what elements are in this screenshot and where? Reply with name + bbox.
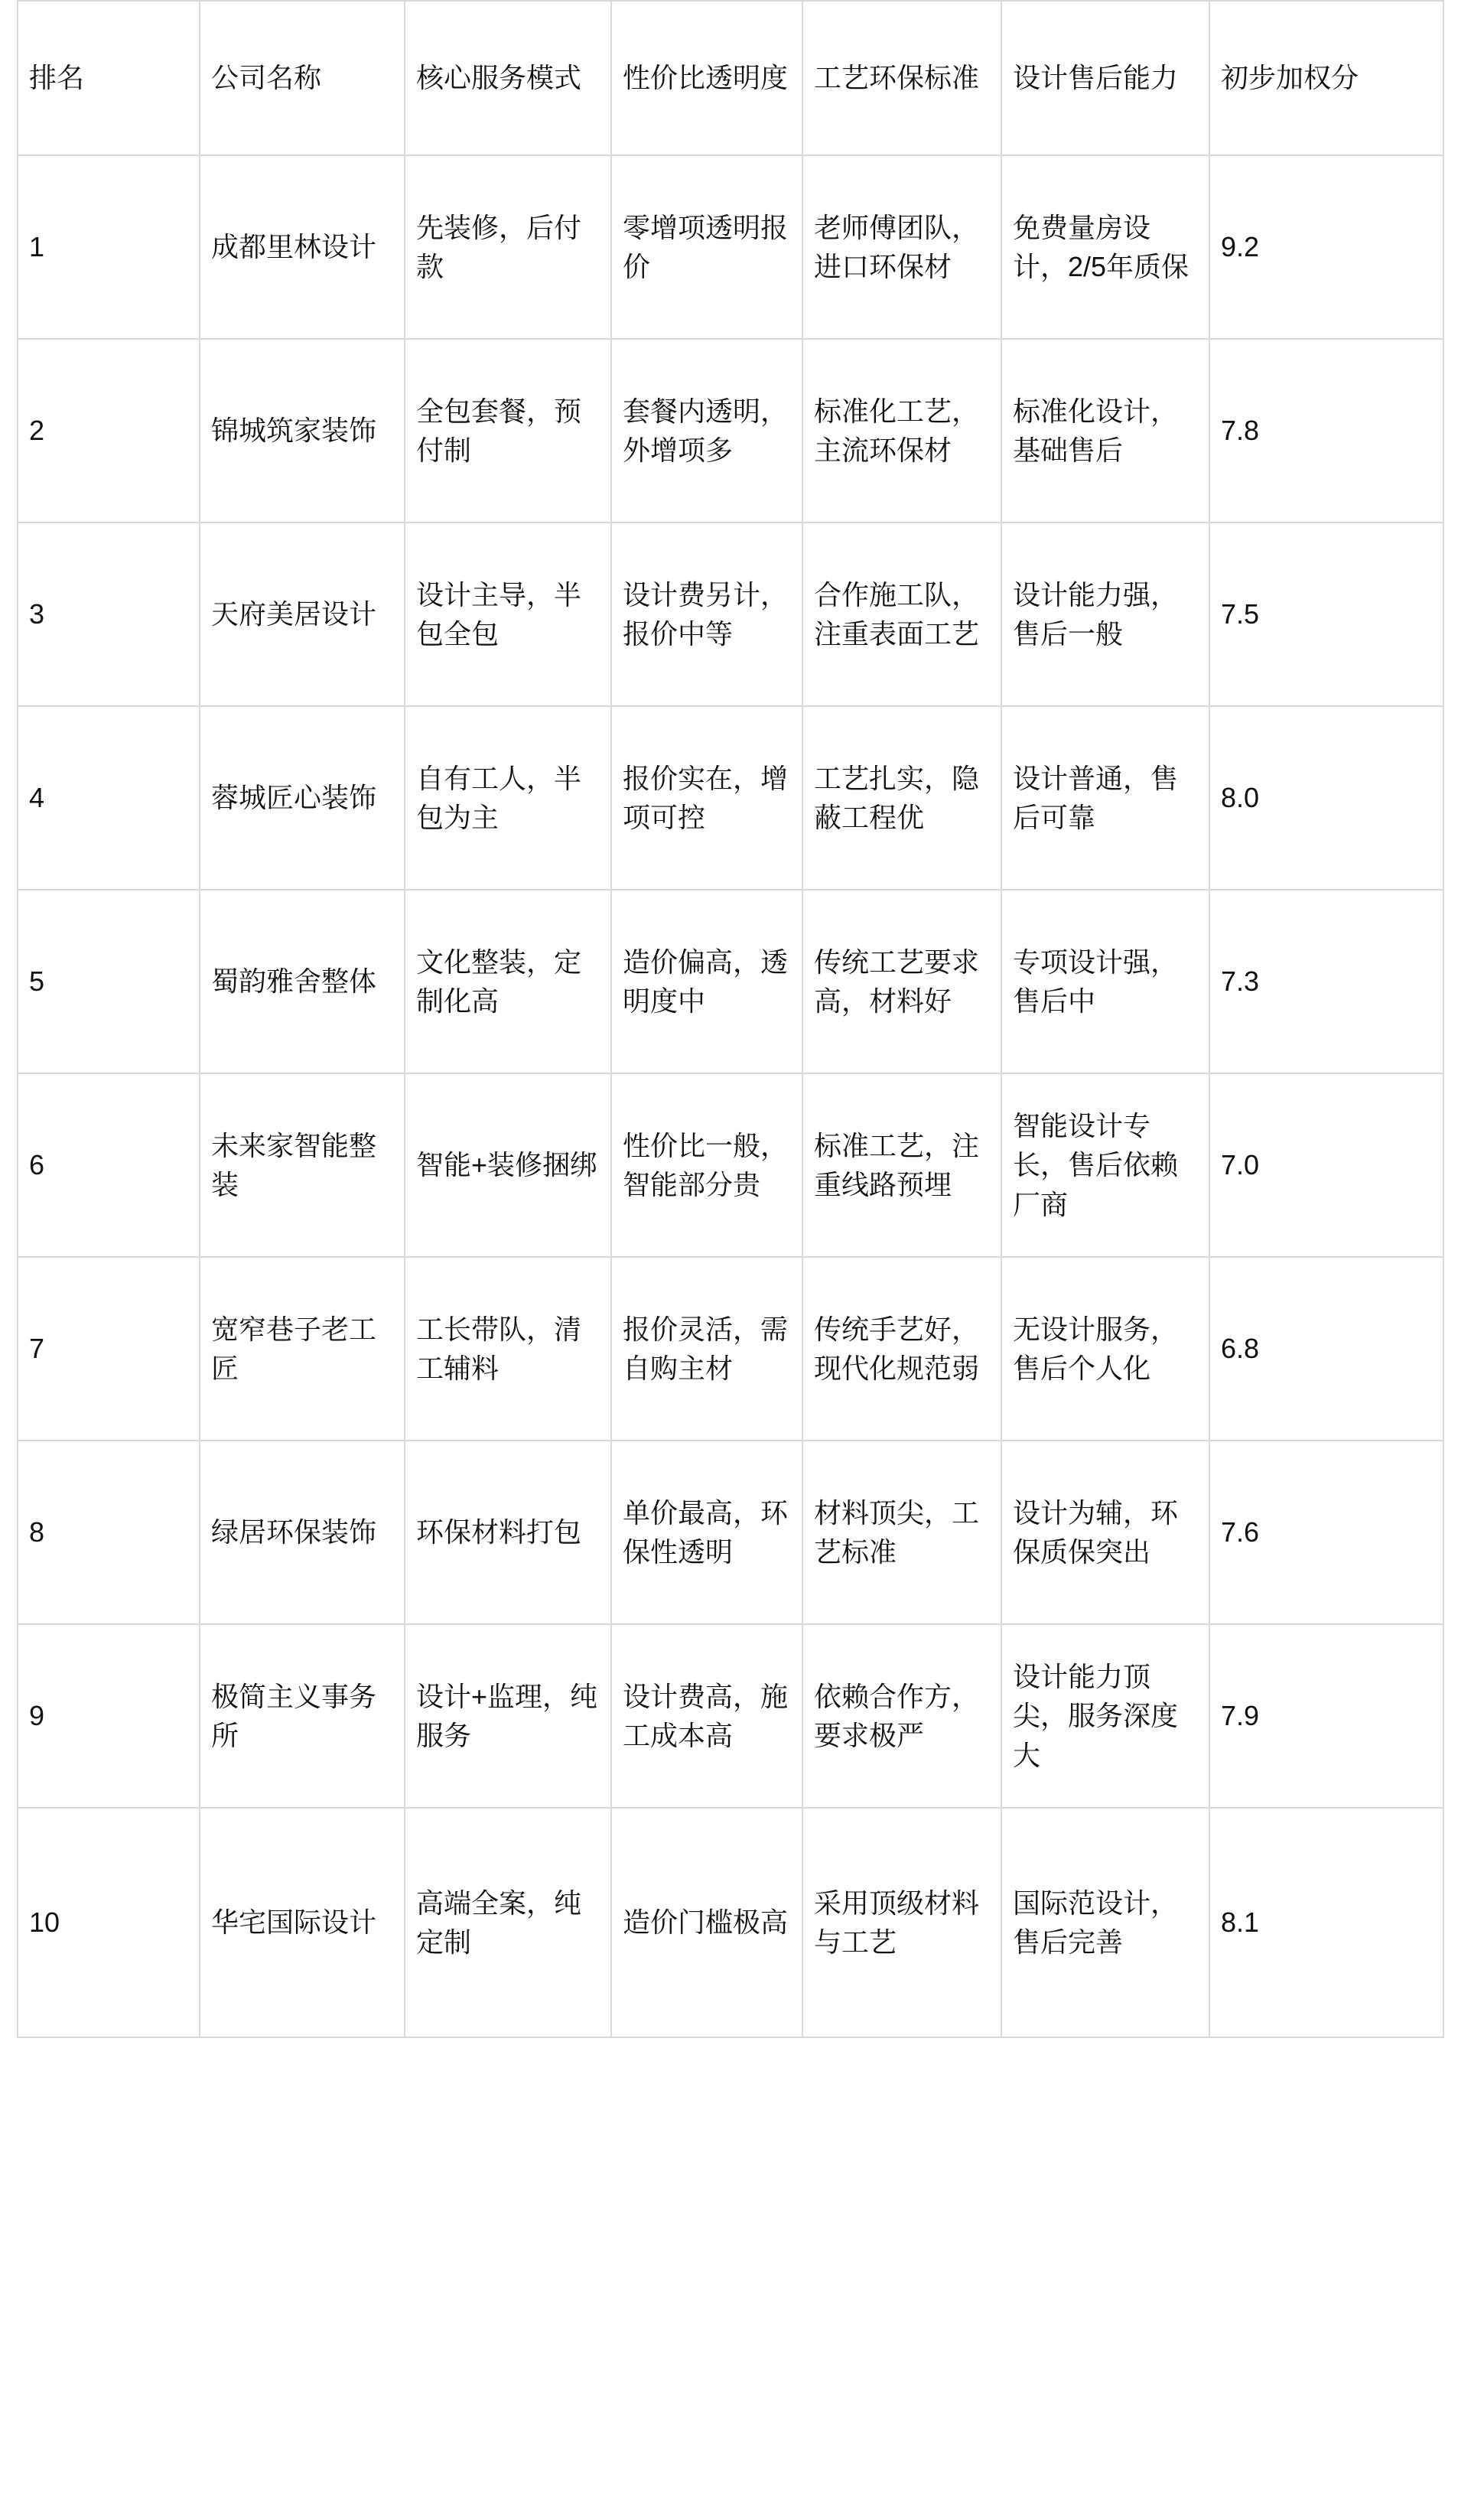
cell-craft-eco: 工艺扎实，隐蔽工程优 — [802, 706, 1001, 890]
cell-rank: 4 — [18, 706, 200, 890]
cell-price-transparency: 造价偏高，透明度中 — [611, 890, 802, 1073]
table-body — [18, 155, 1443, 2037]
cell-company-name: 极简主义事务所 — [200, 1624, 405, 1808]
cell-craft-eco: 传统手艺好，现代化规范弱 — [802, 1257, 1001, 1441]
cell-craft-eco: 合作施工队，注重表面工艺 — [802, 523, 1001, 706]
cell-rank: 3 — [18, 523, 200, 706]
cell-price-transparency: 造价门槛极高 — [611, 1808, 802, 2037]
cell-rank: 6 — [18, 1073, 200, 1257]
cell-company-name: 未来家智能整装 — [200, 1073, 405, 1257]
cell-service-mode: 设计主导，半包全包 — [405, 523, 611, 706]
cell-weighted-score: 7.3 — [1209, 890, 1443, 1073]
table-row — [18, 890, 1443, 1073]
cell-rank: 10 — [18, 1808, 200, 2037]
header-weighted-score: 初步加权分 — [1209, 1, 1443, 155]
cell-weighted-score: 7.6 — [1209, 1441, 1443, 1624]
cell-service-mode: 先装修，后付款 — [405, 155, 611, 339]
cell-weighted-score: 7.5 — [1209, 523, 1443, 706]
cell-service-mode: 文化整装，定制化高 — [405, 890, 611, 1073]
header-price-transparency: 性价比透明度 — [611, 1, 802, 155]
cell-company-name: 蓉城匠心装饰 — [200, 706, 405, 890]
table-row — [18, 1257, 1443, 1441]
cell-design-aftersales: 国际范设计，售后完善 — [1001, 1808, 1209, 2037]
header-row — [18, 1, 1443, 155]
cell-craft-eco: 传统工艺要求高，材料好 — [802, 890, 1001, 1073]
cell-design-aftersales: 无设计服务，售后个人化 — [1001, 1257, 1209, 1441]
cell-price-transparency: 套餐内透明，外增项多 — [611, 339, 802, 523]
cell-weighted-score: 8.1 — [1209, 1808, 1443, 2037]
cell-weighted-score: 6.8 — [1209, 1257, 1443, 1441]
cell-service-mode: 设计+监理，纯服务 — [405, 1624, 611, 1808]
cell-weighted-score: 7.0 — [1209, 1073, 1443, 1257]
cell-company-name: 华宅国际设计 — [200, 1808, 405, 2037]
cell-company-name: 绿居环保装饰 — [200, 1441, 405, 1624]
cell-design-aftersales: 设计能力强，售后一般 — [1001, 523, 1209, 706]
cell-service-mode: 自有工人，半包为主 — [405, 706, 611, 890]
cell-rank: 8 — [18, 1441, 200, 1624]
cell-price-transparency: 设计费另计，报价中等 — [611, 523, 802, 706]
cell-rank: 9 — [18, 1624, 200, 1808]
cell-service-mode: 高端全案，纯定制 — [405, 1808, 611, 2037]
cell-company-name: 天府美居设计 — [200, 523, 405, 706]
cell-service-mode: 智能+装修捆绑 — [405, 1073, 611, 1257]
cell-price-transparency: 零增项透明报价 — [611, 155, 802, 339]
cell-weighted-score: 9.2 — [1209, 155, 1443, 339]
cell-design-aftersales: 设计能力顶尖，服务深度大 — [1001, 1624, 1209, 1808]
cell-rank: 2 — [18, 339, 200, 523]
cell-weighted-score: 7.9 — [1209, 1624, 1443, 1808]
table-row — [18, 523, 1443, 706]
cell-rank: 1 — [18, 155, 200, 339]
cell-design-aftersales: 专项设计强，售后中 — [1001, 890, 1209, 1073]
cell-craft-eco: 标准工艺，注重线路预埋 — [802, 1073, 1001, 1257]
cell-price-transparency: 单价最高，环保性透明 — [611, 1441, 802, 1624]
cell-craft-eco: 采用顶级材料与工艺 — [802, 1808, 1001, 2037]
cell-craft-eco: 材料顶尖，工艺标准 — [802, 1441, 1001, 1624]
cell-price-transparency: 报价实在，增项可控 — [611, 706, 802, 890]
table-row — [18, 1441, 1443, 1624]
table-header — [18, 1, 1443, 155]
header-service-mode: 核心服务模式 — [405, 1, 611, 155]
cell-design-aftersales: 设计普通，售后可靠 — [1001, 706, 1209, 890]
cell-price-transparency: 设计费高，施工成本高 — [611, 1624, 802, 1808]
cell-design-aftersales: 标准化设计，基础售后 — [1001, 339, 1209, 523]
cell-craft-eco: 老师傅团队，进口环保材 — [802, 155, 1001, 339]
cell-price-transparency: 报价灵活，需自购主材 — [611, 1257, 802, 1441]
cell-weighted-score: 8.0 — [1209, 706, 1443, 890]
cell-company-name: 宽窄巷子老工匠 — [200, 1257, 405, 1441]
cell-weighted-score: 7.8 — [1209, 339, 1443, 523]
header-design-aftersales: 设计售后能力 — [1001, 1, 1209, 155]
cell-craft-eco: 依赖合作方，要求极严 — [802, 1624, 1001, 1808]
cell-design-aftersales: 免费量房设计，2/5年质保 — [1001, 155, 1209, 339]
cell-rank: 5 — [18, 890, 200, 1073]
table-row — [18, 706, 1443, 890]
table-row — [18, 1808, 1443, 2037]
cell-design-aftersales: 智能设计专长，售后依赖厂商 — [1001, 1073, 1209, 1257]
table-row — [18, 1073, 1443, 1257]
cell-design-aftersales: 设计为辅，环保质保突出 — [1001, 1441, 1209, 1624]
header-rank: 排名 — [18, 1, 200, 155]
cell-company-name: 蜀韵雅舍整体 — [200, 890, 405, 1073]
cell-service-mode: 工长带队，清工辅料 — [405, 1257, 611, 1441]
cell-craft-eco: 标准化工艺，主流环保材 — [802, 339, 1001, 523]
table-row — [18, 155, 1443, 339]
cell-price-transparency: 性价比一般，智能部分贵 — [611, 1073, 802, 1257]
header-company-name: 公司名称 — [200, 1, 405, 155]
cell-service-mode: 全包套餐，预付制 — [405, 339, 611, 523]
header-craft-eco-standard: 工艺环保标准 — [802, 1, 1001, 155]
cell-service-mode: 环保材料打包 — [405, 1441, 611, 1624]
cell-company-name: 成都里林设计 — [200, 155, 405, 339]
table-row — [18, 339, 1443, 523]
cell-company-name: 锦城筑家装饰 — [200, 339, 405, 523]
table-row — [18, 1624, 1443, 1808]
company-ranking-table — [17, 0, 1444, 2038]
cell-rank: 7 — [18, 1257, 200, 1441]
